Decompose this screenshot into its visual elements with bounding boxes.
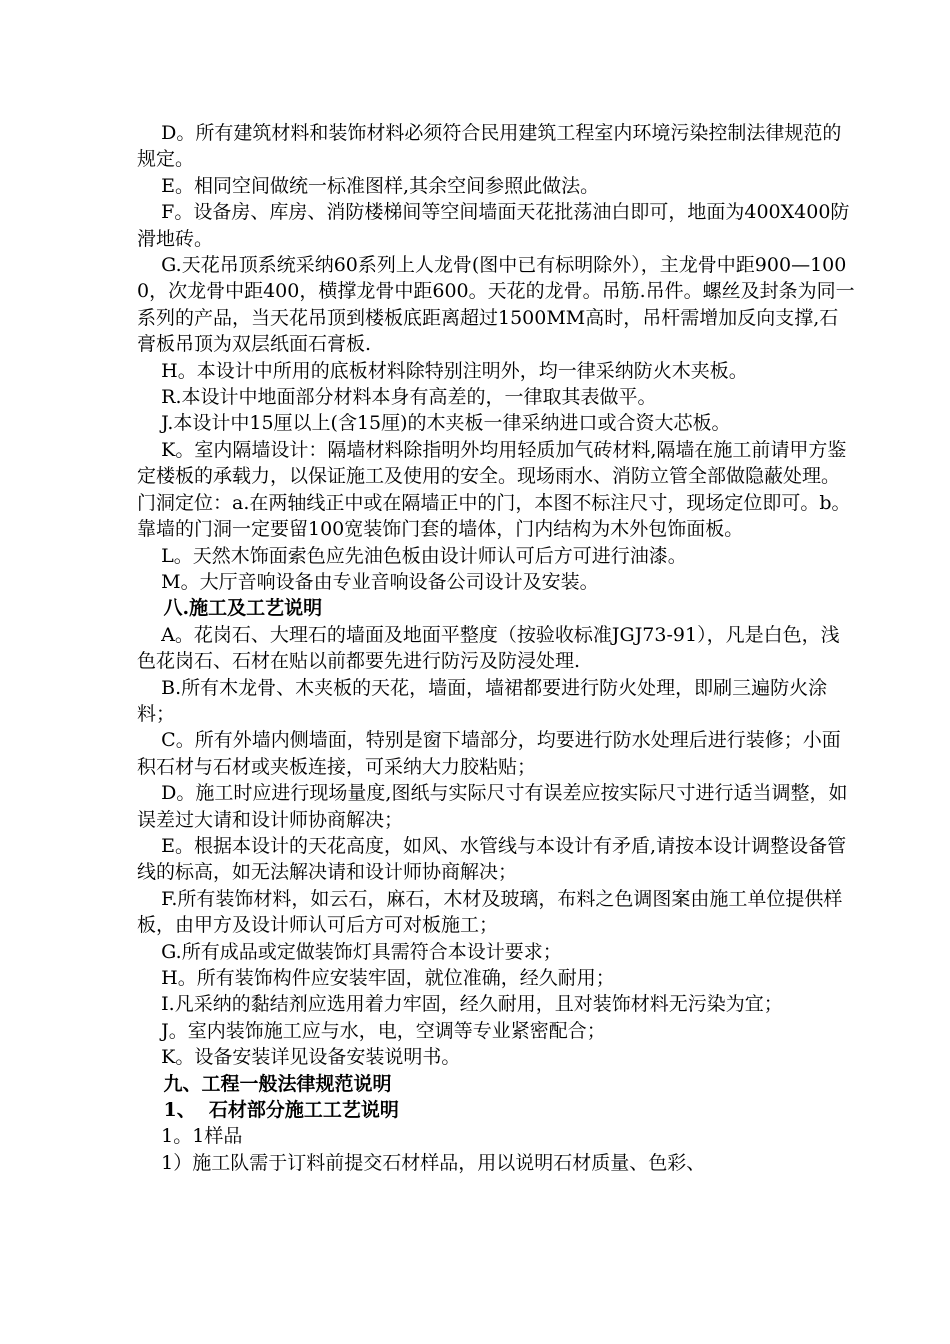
paragraph: D。所有建筑材料和装饰材料必须符合民用建筑工程室内环境污染控制法律规范的规定。 <box>137 122 842 171</box>
paragraph: E。相同空间做统一标准图样,其余空间参照此做法。 <box>137 174 600 197</box>
section-heading: 九、工程一般法律规范说明 <box>137 1072 392 1095</box>
paragraph: A。花岗石、大理石的墙面及地面平整度（按验收标准JGJ73-91），凡是白色，浅色花岗石、石材在贴以前都要先进行防污及防浸处理. <box>137 623 840 673</box>
section-heading: 八.施工及工艺说明 <box>137 597 323 620</box>
paragraph: E。根据本设计的天花高度，如风、水管线与本设计有矛盾,请按本设计调整设备管线的标高，如无法解决请和设计师协商解决； <box>137 834 847 884</box>
paragraph: F。设备房、库房、消防楼梯间等空间墙面天花批荡油白即可，地面为400X400防滑地砖。 <box>137 201 850 250</box>
paragraph: F.所有装饰材料，如云石，麻石，木材及玻璃，布料之色调图案由施工单位提供样板，由甲方及设计师认可后方可对板施工； <box>137 887 843 937</box>
paragraph: J.本设计中15厘以上(含15厘)的木夹板一律采纳进口或合资大芯板。 <box>137 412 731 435</box>
paragraph: G.天花吊顶系统采纳60系列上人龙骨(图中已有标明除外），主龙骨中距900—1000，次龙骨中距400，横撑龙骨中距600。天花的龙骨。吊筋.吊件。螺丝及封条为同一系列的产品，当天花吊顶到楼板底距离超过1500MM高时，吊杆需增加反向支撑,石膏板吊顶为双层纸面石膏板. <box>137 254 855 356</box>
paragraph: G.所有成品或定做装饰灯具需符合本设计要求； <box>137 940 562 963</box>
paragraph: L。天然木饰面索色应先油色板由设计师认可后方可进行油漆。 <box>137 544 687 567</box>
paragraph: M。大厅音响设备由专业音响设备公司设计及安装。 <box>137 570 599 593</box>
subsection-heading: 1、 石材部分施工工艺说明 <box>137 1099 399 1122</box>
document-body <box>137 120 857 1176</box>
paragraph: D。施工时应进行现场量度,图纸与实际尺寸有误差应按实际尺寸进行适当调整，如误差过大请和设计师协商解决； <box>137 782 848 831</box>
paragraph: I.凡采纳的黏结剂应选用着力牢固，经久耐用，且对装饰材料无污染为宜； <box>137 993 783 1016</box>
paragraph: 1。1样品 <box>137 1125 243 1148</box>
paragraph: B.所有木龙骨、木夹板的天花，墙面，墙裙都要进行防火处理，即刷三遍防火涂料； <box>137 676 828 725</box>
paragraph: K。室内隔墙设计：隔墙材料除指明外均用轻质加气砖材料,隔墙在施工前请甲方鉴定楼板的承载力，以保证施工及使用的安全。现场雨水、消防立管全部做隐蔽处理。门洞定位：a.在两轴线正中或在隔墙正中的门，本图不标注尺寸，现场定位即可。b。靠墙的门洞一定要留100宽装饰门套的墙体，门内结构为木外包饰面板。 <box>137 438 851 541</box>
paragraph: H。本设计中所用的底板材料除特别注明外，均一律采纳防火木夹板。 <box>137 359 748 382</box>
paragraph: K。设备安装详见设备安装说明书。 <box>137 1046 461 1069</box>
paragraph: C。所有外墙内侧墙面，特别是窗下墙部分，均要进行防水处理后进行装修；小面积石材与石材或夹板连接，可采纳大力胶粘贴； <box>137 729 841 778</box>
paragraph: R.本设计中地面部分材料本身有高差的，一律取其表做平。 <box>137 386 657 409</box>
paragraph: J。室内装饰施工应与水，电，空调等专业紧密配合； <box>137 1019 606 1042</box>
paragraph: 1）施工队需于订料前提交石材样品，用以说明石材质量、色彩、 <box>137 1151 706 1174</box>
paragraph: H。所有装饰构件应安装牢固，就位准确，经久耐用； <box>137 967 615 989</box>
